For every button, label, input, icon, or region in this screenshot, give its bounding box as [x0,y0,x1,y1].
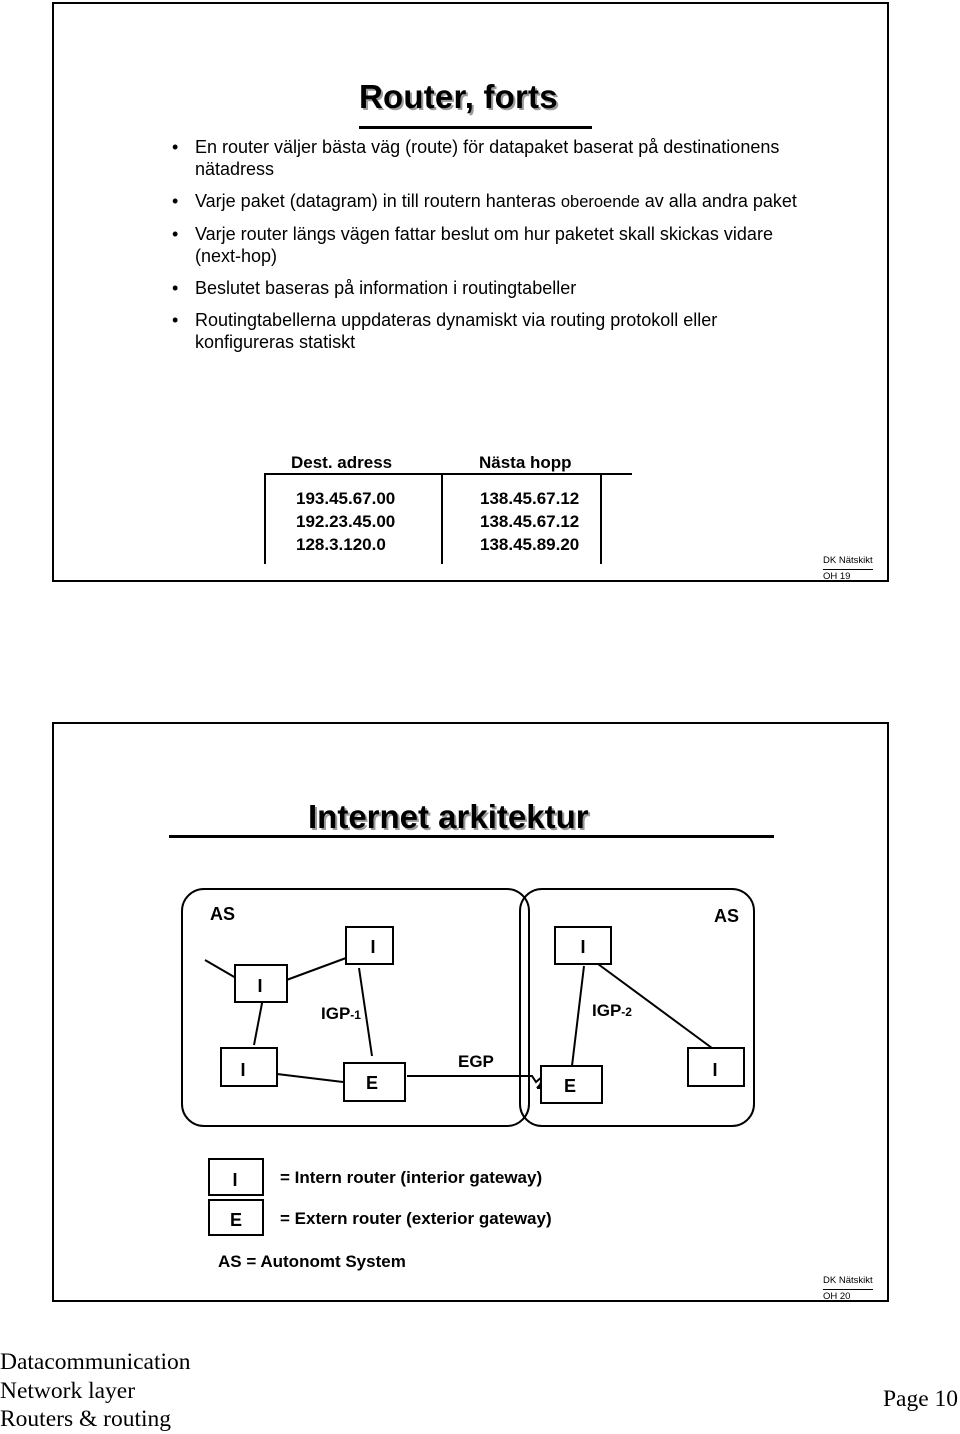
slide-title: Router, forts [359,78,558,115]
legend-exterior-text: = Extern router (exterior gateway) [280,1209,552,1228]
link [254,998,263,1045]
egp-label: EGP [458,1052,494,1071]
as-architecture-diagram [54,724,887,1300]
column-header-next-hop: Nästa hopp [479,453,572,472]
page-number: Page 10 [882,1386,958,1412]
igp1-label: IGP-1 [321,1004,361,1023]
bullet-text: Varje paket (datagram) in till routern hanteras [195,191,561,211]
footer-section-title: Network layer [0,1378,136,1404]
legend-exterior-letter: E [229,1210,243,1230]
interior-router [221,1048,277,1086]
table-cell: 138.45.67.12 [480,489,580,508]
bullet-dot: • [172,191,179,211]
legend [209,1159,552,1271]
bullet-dot: • [172,278,179,298]
bullet-item [166,136,806,180]
bullet-text: Routingtabellerna uppdateras dynamiskt via routing protokoll eller konfigureras statiskt [195,310,718,352]
bullet-text: av alla andra paket [639,191,797,211]
legend-interior-text: = Intern router (interior gateway) [280,1168,543,1187]
exterior-router-label: E [365,1073,379,1093]
interior-router-label: I [712,1060,718,1080]
bullet-text: Beslutet baseras på information i routingtabeller [195,278,577,298]
slide-footer-rule [823,1289,873,1290]
bullet-item [166,223,806,267]
bullet-dot: • [172,137,179,157]
link [572,966,584,1066]
igp2-label: IGP-2 [592,1001,632,1020]
legend-interior-letter: I [232,1170,238,1190]
as-left-label: AS [210,904,236,924]
egp-link [407,1076,552,1088]
table-right-rule [600,473,602,564]
bullet-dot: • [172,310,179,330]
interior-router-label: I [370,937,376,957]
slide-footer-rule [823,569,873,570]
exterior-router-label: E [563,1076,577,1096]
table-header-rule [264,473,632,475]
bullet-item [166,309,806,353]
footer-topic-title: Routers & routing [0,1406,172,1432]
link [205,960,236,978]
interior-router-label: I [240,1060,246,1080]
bullet-text-small: oberoende [560,193,640,211]
bullet-list [166,136,806,363]
table-cell: 192.23.45.00 [296,512,396,531]
slide-footer-course: DK Nätskikt [823,555,873,566]
bullet-text: En router väljer bästa väg (route) för datapaket baserat på destinationens nätadress [195,137,780,179]
title-underline [359,126,592,129]
table-left-rule [264,473,266,564]
bullet-item [166,190,806,213]
link [277,1074,343,1082]
table-cell: 128.3.120.0 [296,535,386,554]
column-header-dest: Dest. adress [291,453,393,472]
slide-footer-course: DK Nätskikt [823,1275,873,1286]
as-right-label: AS [714,906,740,926]
slide-footer-number: OH 19 [823,571,851,582]
interior-router-label: I [257,976,263,996]
slide-router-forts [52,2,889,582]
bullet-text: Varje router längs vägen fattar beslut om hur paketet skall skickas vidare (next-hop) [195,224,773,266]
slide-footer-number: OH 20 [823,1291,851,1302]
interior-router-label: I [580,937,586,957]
table-cell: 138.45.67.12 [480,512,580,531]
table-cell: 193.45.67.00 [296,489,396,508]
footer-course-title: Datacommunication [0,1349,191,1375]
table-cell: 138.45.89.20 [480,535,580,554]
table-middle-rule [441,473,443,564]
slide-title: Internet arkitektur [308,798,589,835]
slide-internet-arkitektur [52,722,889,1302]
bullet-item [166,277,806,299]
bullet-dot: • [172,224,179,244]
legend-as-text: AS = Autonomt System [218,1252,406,1271]
